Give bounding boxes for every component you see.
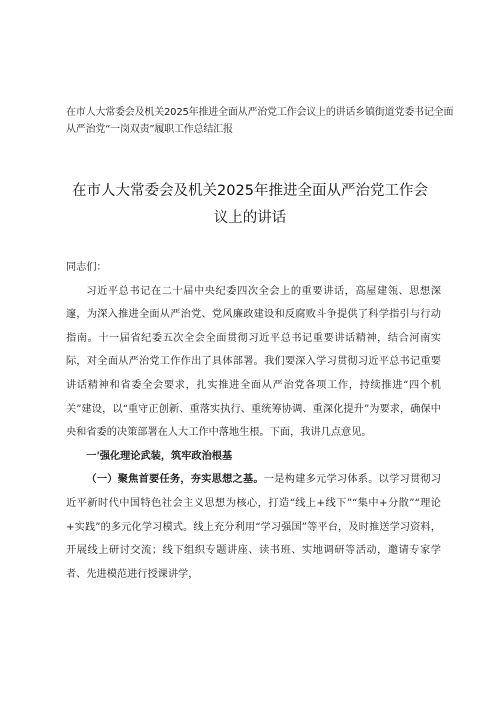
document-header: 在市人大常委会及机关2025年推进全面从严治党工作会议上的讲话乡镇街道党委书记全面从严治党“一岗双责”履职工作总结汇报: [66, 107, 454, 135]
paragraph-intro: 习近平总书记在二十届中央纪委四次全会上的重要讲话，高屋建瓴、思想深邃，为深入推进全面从严治党、党风廉政建设和反腐败斗争提供了科学指引与行动指南。十一届省纪委五次全会全面贯彻习近平总书记重要讲话精神，结合河南实际，对全面从严治党工作作出了具体部署。我们要深入学习贯彻习近平总书记重要讲话精神和省委全会要求，扎实推进全面从严治党各项工作，持续推进“四个机关”建设，以“重守正创新、重落实执行、重统筹协调、重深化提升”为要求，确保中央和省委的决策部署在人大工作中落地生根。下面，我讲几点意见。: [66, 285, 441, 439]
section-heading-1: 一'强化理论武装，筑牢政治根基: [86, 449, 233, 462]
subsection-1-lead: （一）聚焦首要任务，夯实思想之基。: [86, 473, 264, 486]
title-line-1: 在市人大常委会及机关2025年推进全面从严治党工作会: [72, 183, 428, 199]
salutation: 同志们：: [66, 262, 107, 273]
title-line-2: 议上的讲话: [213, 210, 287, 226]
document-title: [40, 178, 460, 232]
subsection-1-text: 一是构建多元学习体系。以学习贯彻习近平新时代中国特色社会主义思想为核心，打造“线上+线下”“集中+分散”“理论+实践”的多元化学习模式。线上充分利用“学习强国”等平台，及时推送学习资料，开展线上研讨交流；线下组织专题讲座、读书班、实地调研等活动，邀请专家学者、先进模范进行授课讲学，: [66, 474, 442, 580]
document-body: [66, 256, 441, 586]
subsection-1: [66, 468, 441, 586]
